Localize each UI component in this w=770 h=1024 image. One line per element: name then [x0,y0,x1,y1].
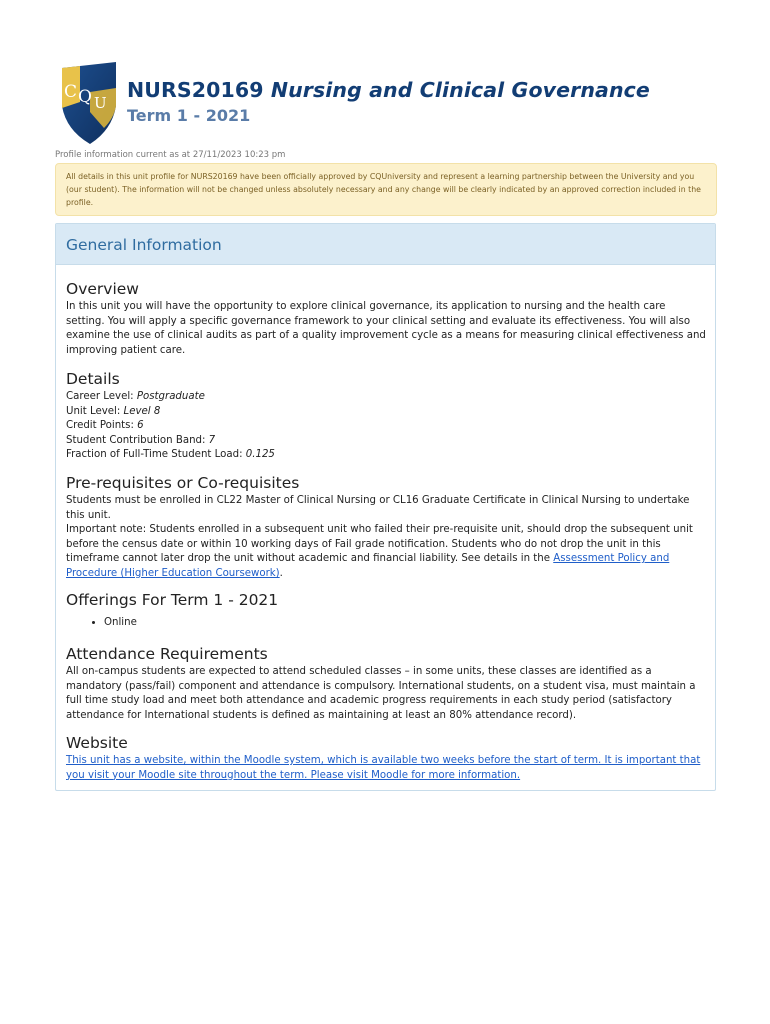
unit-level-label: Unit Level: [66,405,124,417]
cqu-logo [60,62,118,144]
overview-title: Overview [66,280,139,298]
unit-level-value: Level 8 [123,405,161,417]
details-section [66,370,706,463]
prerequisites-note-end: . [279,567,283,579]
profile-timestamp: Profile information current as at 27/11/2023 10:23 pm [55,150,286,160]
contribution-band [66,434,706,449]
student-load [66,448,706,463]
unit-name: Nursing and Clinical Governance [270,78,650,102]
overview-text: In this unit you will have the opportunity to explore clinical governance, its application to nursing and the health care setting. You will apply a specific governance framework to your clinical setting and evaluate its effectiveness. You will also examine the use of clinical audits as part of a quality improvement cycle as a means for measuring clinical effectiveness and improving patient care. [66,301,706,356]
svg-text:Q: Q [78,87,92,107]
approval-notice: All details in this unit profile for NURS20169 have been officially approved by CQUniversity and represent a learning partnership between the University and you (our student). The information will not be changed unless absolutely necessary and any change will be clearly indicated by an approved correction included in the profile. [55,163,717,216]
attendance-title: Attendance Requirements [66,645,268,663]
unit-level [66,405,706,420]
svg-text:U: U [94,94,107,112]
details-list [66,390,706,463]
title-block [127,78,650,125]
contribution-band-value: 7 [208,434,216,446]
student-load-value: 0.125 [245,449,275,461]
panel-header [56,224,715,265]
attendance-section [66,645,706,723]
prerequisites-title: Pre-requisites or Co-requisites [66,474,300,492]
assessment-policy-link[interactable]: Assessment Policy and Procedure (Higher Education Coursework) [66,553,670,579]
details-title: Details [66,370,120,388]
website-title: Website [66,734,128,752]
svg-text:C: C [64,82,78,102]
offerings-list [66,617,706,628]
panel-title: General Information [66,236,222,254]
general-information-panel [55,223,716,791]
career-level-label: Career Level: [66,391,137,402]
offerings-section [66,591,706,628]
website-section [66,734,706,783]
prerequisites-note-text: Important note: Students enrolled in a subsequent unit who failed their pre-requisite unit, should drop the subsequent unit before the census date or within 10 working days of Fail grade notification. Students who do not drop the unit in this timeframe cannot later drop the unit without academic and financial liability. See details in the [66,524,693,565]
credit-points [66,419,706,434]
unit-header [60,62,720,152]
prerequisites-text: Students must be enrolled in CL22 Master of Clinical Nursing or CL16 Graduate Certificate in Clinical Nursing to undertake this unit. [66,495,690,521]
career-level [66,390,706,405]
student-load-label: Fraction of Full-Time Student Load: [66,449,246,461]
unit-code: NURS20169 [127,78,264,102]
prerequisites-section [66,474,706,582]
website-text [66,754,706,783]
contribution-band-label: Student Contribution Band: [66,434,209,446]
unit-term: Term 1 - 2021 [127,106,251,125]
credit-points-label: Credit Points: [66,420,138,432]
career-level-value: Postgraduate [136,391,205,402]
prerequisites-note [66,523,706,581]
attendance-text: All on-campus students are expected to attend scheduled classes – in some units, these classes are identified as a mandatory (pass/fail) component and attendance is compulsory. International students, on a student visa, must maintain a full time study load and meet both attendance and academic progress requirements in each study period (satisfactory attendance for International students is defined as maintaining at least an 80% attendance record). [66,666,696,721]
credit-points-value: 6 [137,420,144,432]
unit-title [127,78,650,102]
offering-item: • Online [104,617,706,628]
moodle-website-link[interactable]: This unit has a website, within the Moodle system, which is available two weeks before the start of term. It is important that you visit your Moodle site throughout the term. Please visit Moodle for more information. [66,755,701,781]
offerings-title: Offerings For Term 1 - 2021 [66,591,279,609]
overview-section [66,280,706,358]
